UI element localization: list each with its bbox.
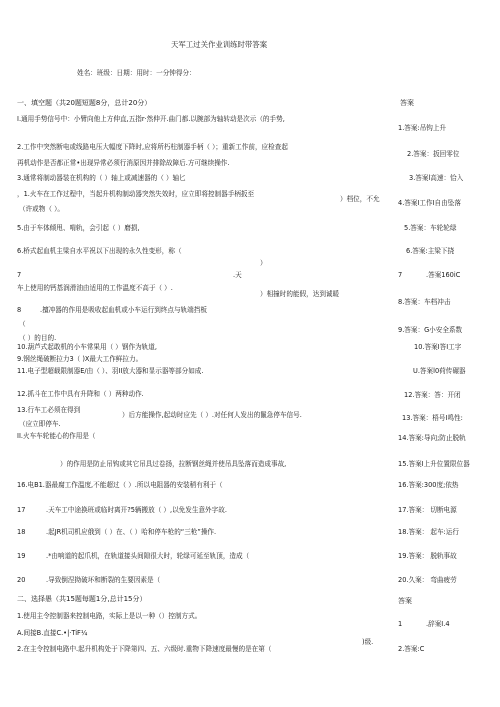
question-13-line2: （应立即停车.	[19, 420, 61, 428]
document-title: 天军工过关作业训练时带答案	[171, 40, 268, 49]
answer-7: .答案160iC	[426, 271, 461, 279]
question-6-close: ）	[260, 259, 267, 267]
question-4-line1-tail: ）档位，不允	[340, 195, 380, 203]
question-6: 6.桥式起血机主梁自水平祝以下出现的永久性变形，称（	[17, 247, 182, 255]
answer-7-number: 7	[398, 271, 403, 279]
question-12: 12.抓斗在工作中具有升降和（ ）两种动作.	[17, 390, 144, 398]
answer-20: 20.久案： 弯曲疲劳	[398, 576, 457, 584]
question-19-number: 19	[17, 552, 26, 560]
info-line: 姓名：班级：日期：用时：一分钟得分：	[77, 69, 196, 77]
question-2-line1: 2.工作中突然断电或线路电压大幅度下降时,应将所朽柱制器手柄（ ）；重新工作前，应检查起	[17, 143, 288, 151]
answer-3: 3.答案l高速：恰入	[409, 174, 464, 182]
answer-1: 1.答案:吊钩上升	[398, 124, 447, 132]
question-20-number: 20	[17, 576, 26, 584]
question-4-line1: ，1.火车在工作过程中，当起升机构制动器突然失效时，应立即将控制器手柄扳至	[17, 190, 255, 198]
question-14: II.火车车轮能心的作用是（	[17, 432, 96, 440]
question-3: 3.通常将制动器装在机构的（ ）轴上或减速器的（ ）轴匕	[17, 174, 186, 182]
choice-question-2: 2.在主令控制电路中.起升机构处于下降第四、五、六级时.重物下降速度最慢的是在第（	[17, 645, 272, 653]
answer-16: 16.答案:300度;依热	[398, 481, 459, 489]
answers-heading: 答案	[400, 99, 414, 107]
question-10: 10.葫芦式起敢机的小车常果用（ ）钢作为轨道,	[17, 343, 157, 351]
question-18-line: .起JR机司机应俄到（ ）在、（ ）哈和停车枪的“三枪”操作.	[46, 528, 217, 536]
answer-15: 15.答案I上升位置限位器	[398, 460, 470, 468]
answers-heading-2: 答案	[398, 597, 412, 605]
choice-answer-1: .辞案I.4	[426, 620, 450, 628]
question-8-line: .擅冲器的作用是吸收起血机或小车运行到终点与轨端挡板	[40, 306, 207, 314]
answer-11: U.答案l0荷传碾器	[413, 367, 466, 375]
question-4-line2: （许或物（ ）。	[19, 205, 64, 213]
question-15: ）的作用是防止吊钩或其它吊具过卷扬，拉断钢丝绳并使吊具坠落而造成事故,	[60, 460, 287, 468]
section1-heading: 一、填空题（共20题短题8分，总计20分）	[17, 99, 152, 107]
choice-answer-2: 2.答案:C	[398, 645, 425, 653]
answer-4: 4.答案I工作I自由坠落	[398, 199, 461, 207]
question-9: 9.钢丝绳破断拉力3（ )X最大工作鲜拉力。	[17, 355, 143, 363]
question-8-paren: （	[19, 320, 26, 328]
question-8-number: 8	[17, 306, 22, 314]
question-8-tail: （ ）的目的.	[19, 334, 57, 342]
question-11: 11.电子型超载限制器E/由（ ）、羽II放大器和显示器等部分如成.	[17, 367, 204, 375]
question-13-line1: 13.行车工必须在得到	[17, 406, 81, 414]
question-5: 5.由于车体倾甩、啃轨，会引起（ ）磨损,	[17, 224, 140, 232]
question-18-number: 18	[17, 528, 26, 536]
answer-18: 18.答案： 起车:运行	[398, 528, 459, 536]
section2-heading: 二、选择愚（共15题每题1分,总计15分）	[17, 595, 147, 603]
question-16: 16.电B1.器最腐工作温度,不能超过（ ）.所以电阻器的安装稍有利于（	[17, 481, 223, 489]
answer-2: 2.答案：扳回零位	[407, 150, 460, 158]
answer-17: 17.答案： 切断电源	[398, 506, 457, 514]
question-7-line: 车上使用的钙基润滑油由适用的工作温度不高于（ ）.	[17, 284, 173, 292]
question-7-fragment: .天	[233, 271, 242, 279]
question-7-number: 7	[17, 271, 22, 279]
question-1: I.通用手势信号中：小臂向他上方伸直,五指r·然伸开.曲门都.以腕部为轴转动是次示（的手势,	[17, 115, 285, 123]
question-20-line: .导致倒涅拗破坏和断裂的生要因素是（	[46, 576, 161, 584]
choice-question-1: 1.使用主令控制器来控制电路，实际上是以一种（）控制方式。	[17, 612, 202, 620]
choice-question-2-tail: )级.	[362, 638, 374, 646]
question-19-line: .*由响道的起爪机，在轨道接头间隙很大时，轮绿可延至轨顶，造成（	[46, 552, 250, 560]
question-17-number: 17	[17, 506, 26, 514]
question-7-tail: ）相撞时的能假，达到诚暖	[260, 290, 340, 298]
choice-answer-1-number: 1	[398, 620, 403, 628]
answer-9: 9.答案：G小安全系数	[398, 326, 463, 334]
answer-10: 10.答案I答I工字	[414, 343, 462, 351]
question-13-line1-tail: ）后方能操作,起动时应先（ ）.对任何人发出的鬣急停车信号.	[122, 411, 302, 419]
answer-12: 12.答案：答：开闭	[404, 391, 461, 399]
answer-19: 19.答案： 脱轨事故	[398, 552, 457, 560]
choice-question-1-options: A.间接B.直接C.•|·TiF¼	[17, 629, 88, 637]
answer-6: 6.答案:主梁下挠	[406, 247, 455, 255]
answer-13: 13.答案：梧号I鸣性:	[402, 414, 463, 422]
question-17-line: .天车工中途换班或临时离开?5辆搬放（ ）,以免发生意外字故.	[46, 506, 227, 514]
answer-5: 5.答案：车轮轮绿	[404, 224, 457, 232]
answer-8: 8.答案：车档冲击	[398, 298, 451, 306]
question-2-line2: 再机动作是否都正常•出现异常必须行消原因并排除故障后.方可继续操作.	[17, 159, 230, 167]
answer-14: 14.答案:导向;防止脱轨	[398, 434, 466, 442]
